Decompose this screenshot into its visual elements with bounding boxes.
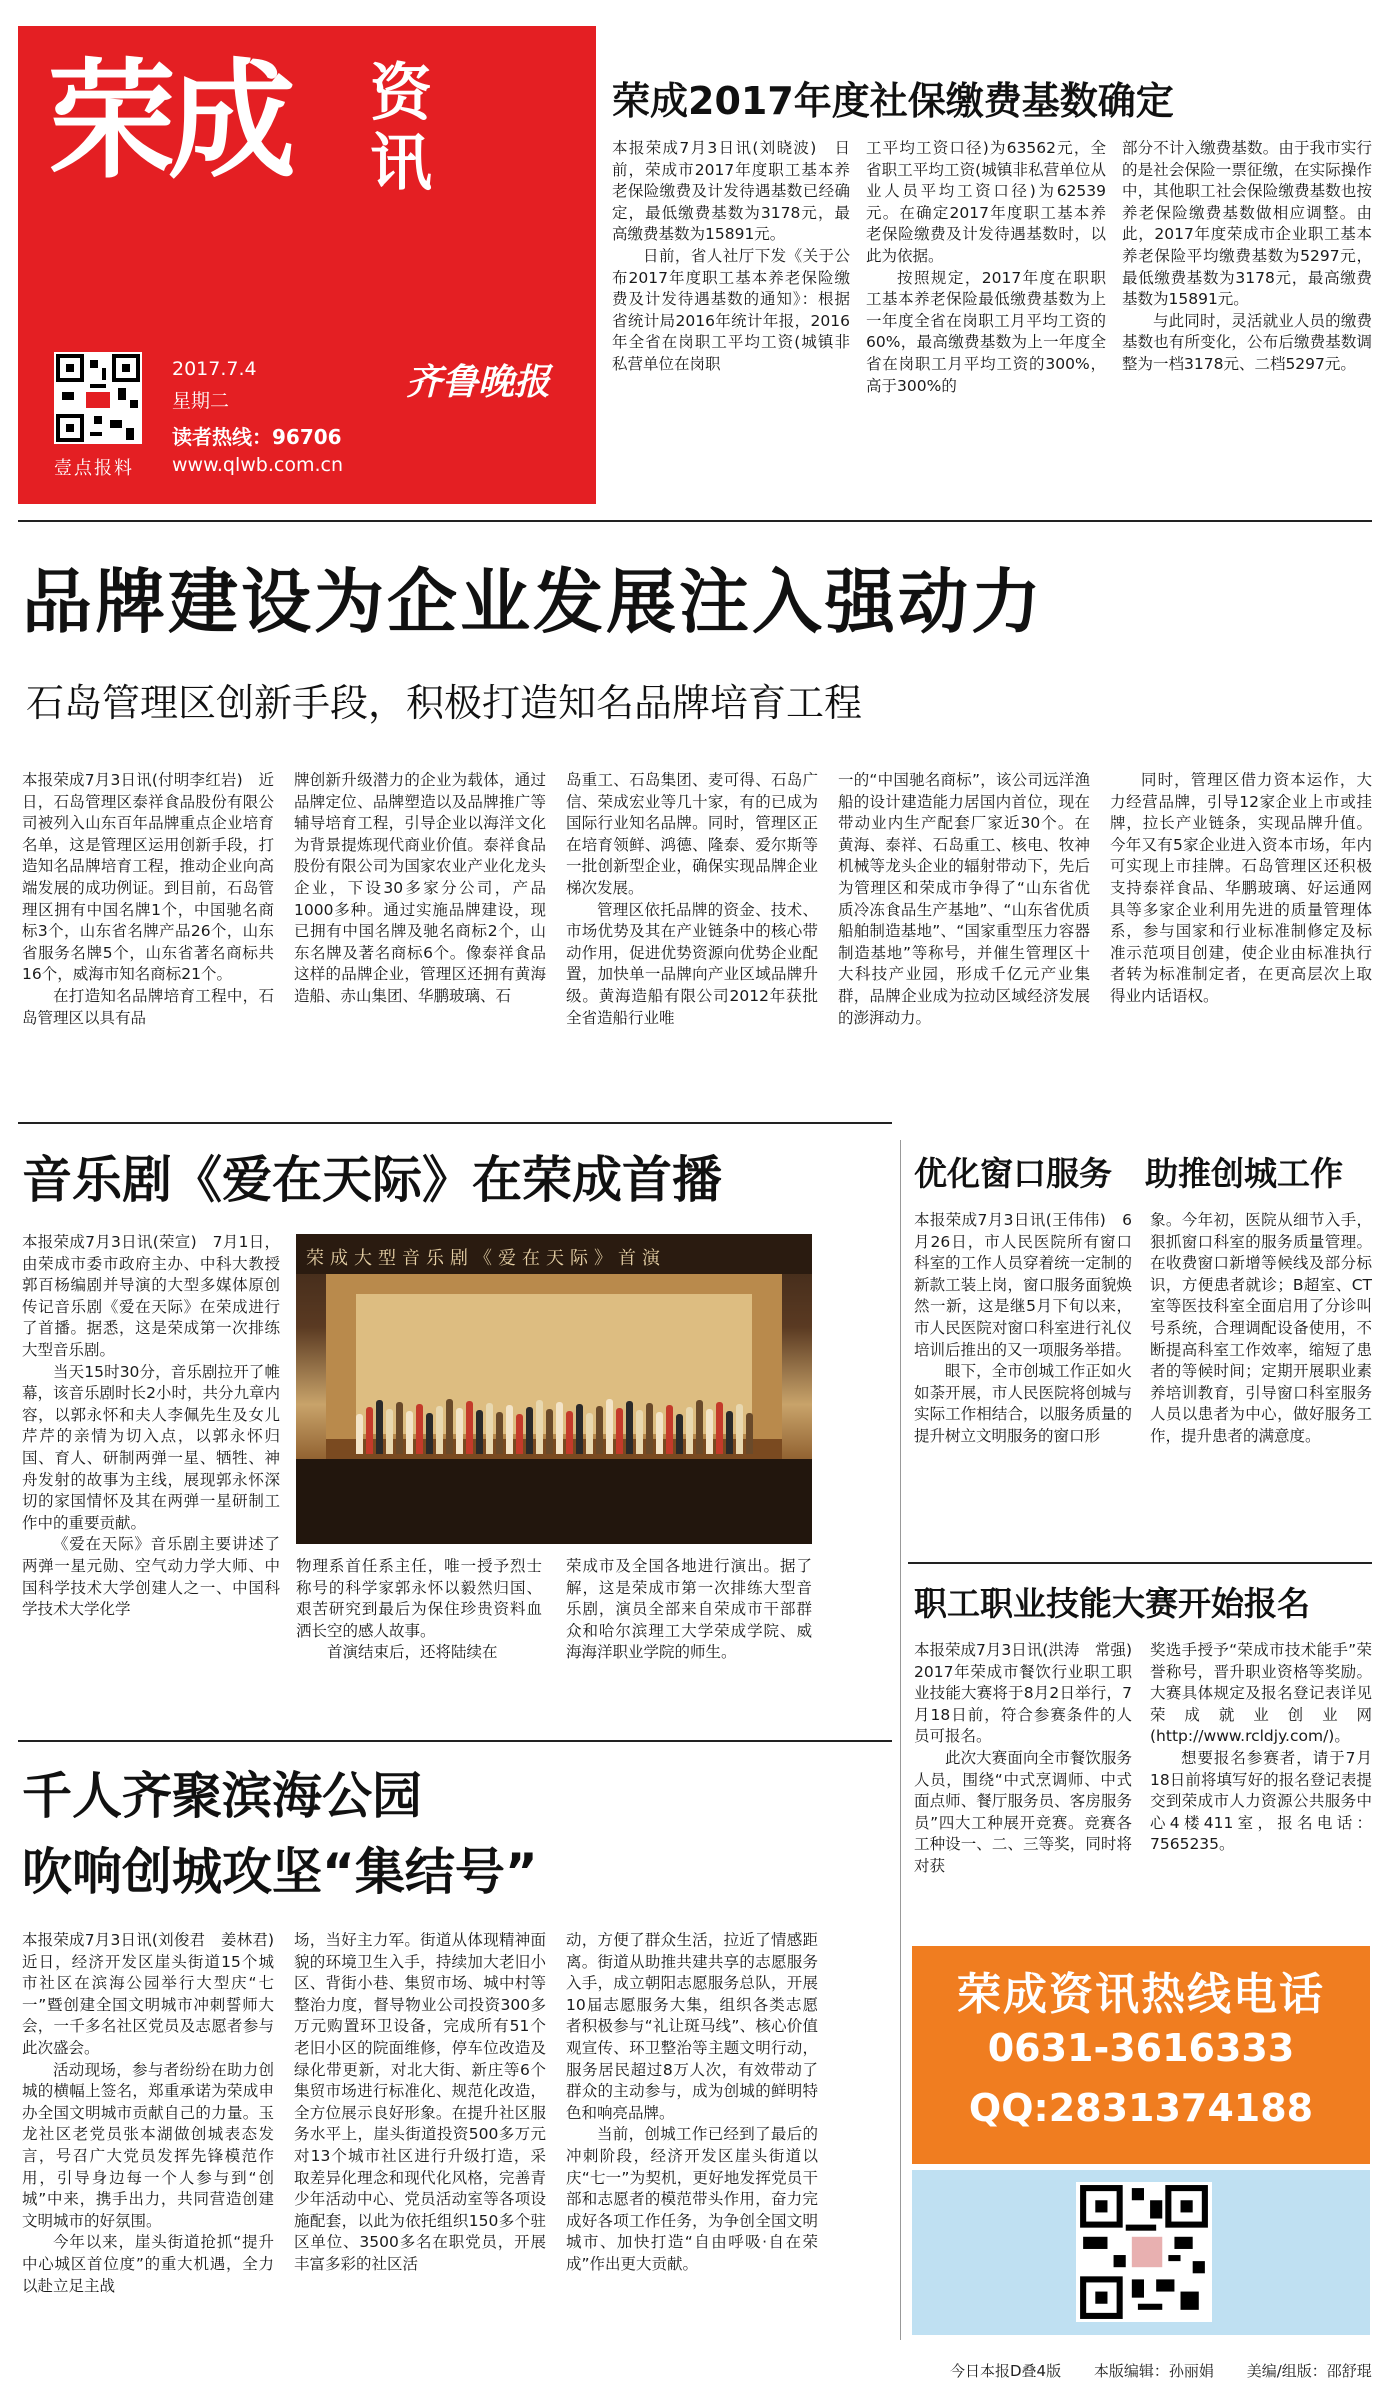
article6-column-3 bbox=[566, 1930, 818, 2350]
article3-column-1 bbox=[22, 1232, 280, 1772]
article6-paragraph: 当前，创城工作已经到了最后的冲刺阶段，经济开发区崖头街道以庆“七一”为契机，更好地发挥党员干部和志愿者的模范带头作用，奋力完成好各项工作任务，为争创全国文明城市、加快打造“自由呼吸·自在荣成”作出更大贡献。 bbox=[566, 2125, 818, 2273]
performer-figure bbox=[656, 1412, 663, 1454]
issue-weekday: 星期二 bbox=[172, 390, 230, 412]
performer-figure bbox=[626, 1401, 633, 1454]
hotline-box bbox=[912, 1946, 1370, 2164]
performer-figure bbox=[446, 1399, 453, 1454]
article5-paragraph: 想要报名参赛者，请于7月18日前将填写好的报名登记表提交到荣成市人力资源公共服务中心4楼411室，报名电话：7565235。 bbox=[1150, 1748, 1372, 1854]
article3-paragraph: 物理系首任系主任，唯一授予烈士称号的科学家郭永怀以毅然归国、艰苦研究到最后为保住珍贵资料血洒长空的感人故事。 bbox=[296, 1557, 542, 1640]
article5-title: 职工职业技能大赛开始报名 bbox=[914, 1584, 1310, 1623]
performer-figure bbox=[466, 1401, 473, 1454]
article4-paragraph: 眼下，全市创城工作正如火如荼开展，市人民医院将创城与实际工作相结合，以服务质量的提升树立文明服务的窗口形 bbox=[914, 1362, 1132, 1445]
article4-lead: 本报荣成7月3日讯(王伟伟) 6月26日，市人民医院所有窗口科室的工作人员穿着统一定制的新款工装上岗，窗口服务面貌焕然一新，这是继5月下旬以来，市人民医院对窗口科室进行礼仪培训后推出的又一项服务举措。 bbox=[914, 1211, 1132, 1359]
article1-paragraph: 按照规定，2017年度在职职工基本养老保险最低缴费基数为上一年度全省在岗职工月平均工资的60%，最高缴费基数为上一年度全省在岗职工月平均工资的300%，高于300%的 bbox=[866, 268, 1106, 395]
footer-index: 今日本报D叠4版 bbox=[950, 2362, 1062, 2380]
article5-paragraph: 此次大赛面向全市餐饮服务人员，围绕“中式烹调师、中式面点师、餐厅服务员、客房服务员”四大工种展开竞赛。竞赛各工种设一、二、三等奖，同时将对获 bbox=[914, 1748, 1132, 1875]
performer-figure bbox=[526, 1407, 533, 1454]
website-link[interactable]: www.qlwb.com.cn bbox=[172, 454, 343, 476]
article2-paragraph: 管理区依托品牌的资金、技术、市场优势及其在产业链条中的核心带动作用，促进优势资源向优势企业配置，加快单一品牌向产业区域品牌升级。黄海造船有限公司2012年获批全省造船行业唯 bbox=[566, 900, 818, 1027]
article1-column-1 bbox=[612, 138, 850, 504]
performer-figure bbox=[456, 1408, 463, 1454]
article6-title-line1: 千人齐聚滨海公园 bbox=[22, 1767, 422, 1825]
photo-banner: 荣成大型音乐剧《爱在天际》首演 bbox=[306, 1248, 666, 1269]
performer-figure bbox=[616, 1408, 623, 1454]
article2-title: 品牌建设为企业发展注入强动力 bbox=[22, 561, 1044, 643]
qr-code-panel bbox=[912, 2170, 1370, 2335]
hotline-title: 荣成资讯热线电话 bbox=[957, 1969, 1325, 2020]
article5-column-1 bbox=[914, 1640, 1148, 1934]
article6-paragraph: 活动现场，参与者纷纷在助力创城的横幅上签名，郑重承诺为荣成申办全国文明城市贡献自己的力量。玉龙社区老党员张本湖做创城表态发言，号召广大党员发挥先锋模范作用，引导身边每一个人参与到“创城”中来，携手出力，共同营造创建文明城市的好氛围。 bbox=[22, 2060, 274, 2230]
article6-paragraph: 今年以来，崖头街道抢抓“提升中心城区首位度”的重大机遇，全力以赴立足主战 bbox=[22, 2233, 274, 2295]
brand-logo: 荣成 bbox=[48, 47, 289, 196]
article2-subtitle: 石岛管理区创新手段，积极打造知名品牌培育工程 bbox=[26, 681, 863, 725]
performer-figure bbox=[496, 1412, 503, 1454]
article5-column-2 bbox=[1150, 1640, 1372, 1934]
article6-column-2 bbox=[294, 1930, 546, 2350]
article4-paragraph: 象。今年初，医院从细节入手，狠抓窗口科室的服务质量管理。在收费窗口新增等候线及部分标识，方便患者就诊；B超室、CT室等医技科室全面启用了分诊叫号系统，合理调配设备使用，不断提高科室工作效率，缩短了患者的等候时间；定期开展职业素养培训教育，引导窗口科室服务人员以患者为中心，做好服务工作，提升患者的满意度。 bbox=[1150, 1211, 1372, 1445]
performer-figure bbox=[606, 1399, 613, 1454]
article2-column-5 bbox=[1110, 770, 1372, 1102]
performer-figure bbox=[376, 1400, 383, 1454]
article2-lead: 本报荣成7月3日讯(付明李红岩) 近日，石岛管理区泰祥食品股份有限公司被列入山东百年品牌重点企业培育名单，这是管理区运用创新手段，打造知名品牌培育工程，推动企业向高端发展的成功例证。到目前，石岛管理区拥有中国名牌1个，中国驰名商标3个，山东省名牌产品26个，山东省服务名牌5个，山东省著名商标共16个，威海市知名商标21个。 bbox=[22, 771, 274, 984]
footer-editor: 本版编辑：孙丽娟 bbox=[1093, 2362, 1214, 2380]
footer-design: 美编/组版：邵舒琨 bbox=[1246, 2362, 1372, 2380]
partner-logo: 齐鲁晚报 bbox=[406, 361, 551, 403]
performer-figure bbox=[486, 1403, 493, 1454]
article2-paragraph: 岛重工、石岛集团、麦可得、石岛广信、荣成宏业等几十家，有的已成为国际行业知名品牌。同时，管理区正在培育领鲜、鸿德、隆泰、爱尔斯等一批创新型企业，确保实现品牌企业梯次发展。 bbox=[566, 771, 818, 897]
divider bbox=[18, 1122, 892, 1124]
article2-paragraph: 在打造知名品牌培育工程中，石岛管理区以具有品 bbox=[22, 986, 274, 1027]
performer-figure bbox=[516, 1414, 523, 1454]
performer-figure bbox=[686, 1407, 693, 1454]
performer-figure bbox=[436, 1406, 443, 1454]
hotline-qq[interactable]: QQ:2831374188 bbox=[968, 2086, 1314, 2130]
performer-figure bbox=[576, 1404, 583, 1454]
article6-column-1 bbox=[22, 1930, 290, 2350]
article1-column-3 bbox=[1122, 138, 1372, 504]
article2-paragraph: 同时，管理区借力资本运作，大力经营品牌，引导12家企业上市或挂牌，拉长产业链条，实现品牌升值。今年又有5家企业进入资本市场，年内可实现上市挂牌。石岛管理区还积极支持泰祥食品、华鹏玻璃、好运通网具等多家企业利用先进的质量管理体系，参与国家和行业标准制修定及标准示范项目创建，使企业由标准执行者转为标准制定者，在更高层次上取得业内话语权。 bbox=[1110, 771, 1372, 1005]
article3-paragraph: 首演结束后，还将陆续在 bbox=[327, 1643, 498, 1662]
performer-figure bbox=[586, 1413, 593, 1454]
performer-figure bbox=[506, 1405, 513, 1454]
divider bbox=[18, 520, 1372, 522]
article6-paragraph: 动，方便了群众生活，拉近了情感距离。街道从助推共建共享的志愿服务入手，成立朝阳志愿服务总队，开展10届志愿服务大集，组织各类志愿者积极参与“礼让斑马线”、核心价值观宣传、环卫整治等主题文明行动，服务居民超过8万人次，有效带动了群众的主动参与，成为创城的鲜明特色和响亮品牌。 bbox=[566, 1931, 818, 2122]
performer-figure bbox=[386, 1409, 393, 1454]
performer-figure bbox=[726, 1411, 733, 1454]
performer-figure bbox=[736, 1404, 743, 1454]
performer-figure bbox=[746, 1413, 753, 1454]
article1-paragraph: 与此同时，灵活就业人员的缴费基数也有所变化，公布后缴费基数调整为一档3178元、二档5297元。 bbox=[1122, 311, 1372, 373]
article1-column-2 bbox=[866, 138, 1106, 504]
performer-figure bbox=[666, 1405, 673, 1454]
performer-figure bbox=[356, 1414, 363, 1454]
qr-caption: 壹点报料 bbox=[54, 458, 134, 479]
performers bbox=[356, 1384, 756, 1454]
article5-paragraph: 奖选手授予“荣成市技术能手”荣誉称号，晋升职业资格等奖励。大赛具体规定及报名登记表详见荣成就业创业网(http://www.rcldjy.com/)。 bbox=[1150, 1641, 1372, 1746]
performer-figure bbox=[636, 1410, 643, 1454]
article6-title-line2: 吹响创城攻坚“集结号” bbox=[22, 1843, 538, 1901]
issue-date: 2017.7.4 bbox=[172, 358, 257, 380]
performer-figure bbox=[426, 1413, 433, 1454]
article3-title: 音乐剧《爱在天际》在荣成首播 bbox=[22, 1151, 722, 1209]
hotline-phone[interactable]: 0631-3616333 bbox=[987, 2026, 1295, 2070]
article2-column-1 bbox=[22, 770, 274, 1102]
article4-column-2 bbox=[1150, 1210, 1372, 1552]
article6-paragraph: 场，当好主力军。街道从体现精神面貌的环境卫生入手，持续加大老旧小区、背街小巷、集贸市场、城中村等整治力度，督导物业公司投资300多万元购置环卫设备，完成所有51个老旧小区的院面维修，停车位改造及绿化带更新，对北大街、新庄等6个集贸市场进行标准化、规范化改造，全方位展示良好形象。在提升社区服务水平上，崖头街道投资500多万元对13个城市社区进行升级打造，采取差异化理念和现代化风格，完善青少年活动中心、党员活动室等各项设施配套，以此为依托组织150多个驻区单位、3500多名在职党员，开展丰富多彩的社区活 bbox=[294, 1931, 546, 2273]
article1-paragraph: 工平均工资口径)为63562元，全省职工平均工资(城镇非私营单位从业人员平均工资口径)为62539元。在确定2017年度职工基本养老保险缴费及计发待遇基数时，以此为依据。 bbox=[866, 139, 1106, 265]
article3-paragraph: 荣成市及全国各地进行演出。据了解，这是荣成市第一次排练大型音乐剧，演员全部来自荣成市干部群众和哈尔滨理工大学荣成学院、威海海洋职业学院的师生。 bbox=[566, 1557, 812, 1662]
performer-figure bbox=[476, 1410, 483, 1454]
article3-lead: 本报荣成7月3日讯(荣宣) 7月1日，由荣成市委市政府主办、中科大教授郭百杨编剧并导演的大型多媒体原创传记音乐剧《爱在天际》在荣成进行了首播。据悉，这是荣成第一次排练大型音乐剧。 bbox=[22, 1233, 280, 1359]
article6-lead: 本报荣成7月3日讯(刘俊君 姜林君) 近日，经济开发区崖头街道15个城市社区在滨海公园举行大型庆“七一”暨创建全国文明城市冲刺誓师大会，一千多名社区党员及志愿者参与此次盛会。 bbox=[22, 1931, 290, 2057]
article1-paragraph: 日前，省人社厅下发《关于公布2017年度职工基本养老保险缴费及计发待遇基数的通知》：根据省统计局2016年统计年报，2016年全省在岗职工平均工资(城镇非私营单位在岗职 bbox=[612, 246, 850, 373]
brand-logo-suffix: 资讯 bbox=[370, 56, 433, 199]
musical-stage-photo bbox=[296, 1234, 812, 1544]
article2-column-3 bbox=[566, 770, 818, 1102]
divider bbox=[908, 1562, 1372, 1564]
article5-lead: 本报荣成7月3日讯(洪涛 常强) 2017年荣成市餐饮行业职工职业技能大赛将于8月2日举行，7月18日前，符合参赛条件的人员可报名。 bbox=[914, 1641, 1148, 1746]
performer-figure bbox=[546, 1409, 553, 1454]
article1-paragraph: 部分不计入缴费基数。由于我市实行的是社会保险一票征缴，在实际操作中，其他职工社会保险缴费基数也按养老保险缴费基数做相应调整。由此，2017年度荣成市企业职工基本养老保险平均缴费基数为5297元，最低缴费基数为3178元，最高缴费基数为15891元。 bbox=[1122, 139, 1372, 309]
performer-figure bbox=[406, 1411, 413, 1454]
performer-figure bbox=[596, 1406, 603, 1454]
qr-code-icon[interactable] bbox=[1076, 2182, 1212, 2322]
article3-paragraph: 《爱在天际》音乐剧主要讲述了两弹一星元勋、空气动力学大师、中国科学技术大学创建人之一、中国科学技术大学化学 bbox=[22, 1535, 280, 1619]
article3-paragraph: 当天15时30分，音乐剧拉开了帷幕，该音乐剧时长2小时，共分九章内容，以郭永怀和夫人李佩先生及女儿芹芹的亲情为切入点，以郭永怀归国、育人、研制两弹一星、牺牲、神舟发射的故事为主线，展现郭永怀深切的家国情怀及其在两弹一星研制工作中的重要贡献。 bbox=[22, 1362, 280, 1532]
article4-title: 优化窗口服务 助推创城工作 bbox=[914, 1154, 1343, 1193]
performer-figure bbox=[676, 1414, 683, 1454]
performer-figure bbox=[646, 1403, 653, 1454]
performer-figure bbox=[696, 1400, 703, 1454]
reader-hotline: 读者热线：96706 bbox=[172, 425, 342, 449]
performer-figure bbox=[716, 1402, 723, 1454]
performer-figure bbox=[366, 1407, 373, 1454]
qr-code-icon[interactable] bbox=[54, 352, 142, 444]
column-divider bbox=[900, 1140, 901, 2340]
article2-column-4 bbox=[838, 770, 1090, 1102]
performer-figure bbox=[396, 1402, 403, 1454]
article1-title: 荣成2017年度社保缴费基数确定 bbox=[612, 79, 1174, 123]
article2-column-2 bbox=[294, 770, 546, 1102]
footer bbox=[950, 2360, 1400, 2381]
divider bbox=[18, 1740, 892, 1742]
article2-paragraph: 牌创新升级潜力的企业为载体，通过品牌定位、品牌塑造以及品牌推广等辅导培育工程，引导企业以海洋文化为背景提炼现代商业价值。泰祥食品股份有限公司为国家农业产业化龙头企业，下设30多家分公司，产品1000多种。通过实施品牌建设，现已拥有中国名牌及驰名商标2个，山东名牌及著名商标6个。像泰祥食品这样的品牌企业，管理区还拥有黄海造船、赤山集团、华鹏玻璃、石 bbox=[294, 771, 546, 1005]
performer-figure bbox=[566, 1411, 573, 1454]
article2-paragraph: 一的“中国驰名商标”，该公司远洋渔船的设计建造能力居国内首位，现在带动业内生产配套厂家近30个。在黄海、泰祥、石岛重工、核电、牧神机械等龙头企业的辐射带动下，先后为管理区和荣成市争得了“山东省优质冷冻食品生产基地”、“山东省优质船舶制造基地”、“国家重型压力容器制造基地”等称号，并催生管理区十大科技产业园，形成千亿元产业集群，品牌企业成为拉动区域经济发展的澎湃动力。 bbox=[838, 771, 1090, 1027]
performer-figure bbox=[556, 1402, 563, 1454]
masthead bbox=[18, 26, 596, 504]
performer-figure bbox=[536, 1400, 543, 1454]
article4-column-1 bbox=[914, 1210, 1132, 1552]
performer-figure bbox=[706, 1409, 713, 1454]
performer-figure bbox=[416, 1404, 423, 1454]
article1-lead: 本报荣成7月3日讯(刘晓波) 日前，荣成市2017年度职工基本养老保险缴费及计发待遇基数已经确定，最低缴费基数为3178元，最高缴费基数为15891元。 bbox=[612, 139, 850, 244]
